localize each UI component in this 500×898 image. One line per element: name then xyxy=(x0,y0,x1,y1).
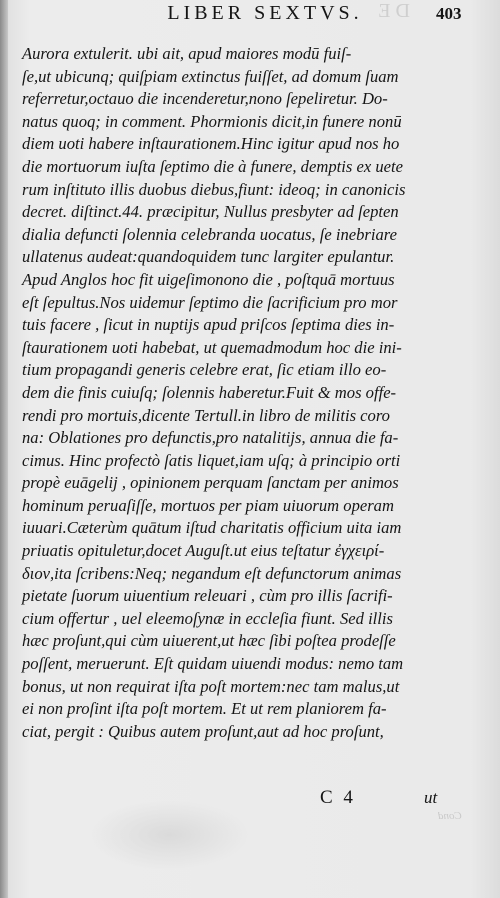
running-head: LIBER SEXTVS. xyxy=(167,2,363,24)
text-line: propè euāgelij , opinionem perquam ſanctam per animos xyxy=(22,473,399,493)
text-line: eſt ſepultus.Nos uidemur ſeptimo die ſacrificium pro mor xyxy=(22,292,398,312)
text-line: Aurora extulerit. ubi ait, apud maiores modū fuiſ- xyxy=(22,44,352,63)
text-line: dem die finis cuiuſq; ſolennis haberetur.Fuit & mos offe- xyxy=(22,382,397,402)
text-line: iuuari.Cæterùm quātum iſtud charitatis officium uita iam xyxy=(22,518,402,538)
text-line: cimus. Hinc profectò ſatis liquet,iam uſq; à principio orti xyxy=(22,450,401,470)
text-line: decret. diſtinct.44. præcipitur, Nullus presbyter ad ſepten xyxy=(22,202,399,222)
text-line: hæc proſunt,qui cùm uiuerent,ut hæc ſibi poſtea prodeſſe xyxy=(22,631,396,651)
text-line: ei non proſint iſta poſt mortem. Et ut rem planiorem fa- xyxy=(22,699,387,719)
text-line: tium propagandi generis celebre erat, ſic etiam illo eo- xyxy=(22,360,387,380)
body-text xyxy=(22,43,482,743)
text-line: tuis facere , ſicut in nuptijs apud priſcos ſeptima dies in- xyxy=(22,315,395,335)
text-line: referretur,octauo die incenderetur,nono ſepeliretur. Do- xyxy=(22,89,388,109)
text-line: ſtaurationem uoti habebat, ut quemadmodum hoc die ini- xyxy=(22,337,402,357)
text-line: diem uoti habere inſtaurationem.Hinc igitur apud nos ho xyxy=(22,134,400,154)
text-line: διον,ita ſcribens:Neq; negandum eſt defunctorum animas xyxy=(22,563,402,583)
text-line: na: Oblationes pro defunctis,pro natalitijs, annua die fa- xyxy=(22,428,399,448)
text-line: ciat, pergit : Quibus autem proſunt,aut ad hoc proſunt, xyxy=(22,721,384,741)
page-number: 403 xyxy=(436,4,462,23)
bleed-through-header: DE xyxy=(373,0,410,22)
text-line: priuatis opituletur,docet Auguſt.ut eius teſtatur ἐγχειρί- xyxy=(22,541,385,561)
binding-gutter xyxy=(0,0,8,898)
text-line: poſſent, meruerunt. Eſt quidam uiuendi modus: nemo tam xyxy=(22,654,404,674)
text-line: ullatenus audeat:quandoquidem tunc largiter epulantur. xyxy=(22,247,395,267)
signature-mark: C 4 xyxy=(320,787,356,808)
text-line: natus quoq; in comment. Phormionis dicit,in funere nonū xyxy=(22,111,402,131)
bleed-through-footer: Cond xyxy=(438,810,462,822)
text-line: rendi pro mortuis,dicente Tertull.in libro de militis coro xyxy=(22,405,390,425)
text-line: bonus, ut non requirat iſta poſt mortem:nec tam malus,ut xyxy=(22,676,400,696)
text-line: Apud Anglos hoc fit uigeſimonono die , poſtquā mortuus xyxy=(22,269,395,289)
text-line: rum inſtituto illis duobus diebus,fiunt: ideoq; in canonicis xyxy=(22,179,406,199)
text-line: ſe,ut ubicunq; quiſpiam extinctus fuiſſet, ad domum ſuam xyxy=(22,66,399,86)
text-line: dialia defuncti ſolennia celebranda uocatus, ſe inebriare xyxy=(22,224,397,244)
paper-stain xyxy=(90,800,250,870)
text-line: die mortuorum iuſta ſeptimo die à funere, demptis ex uete xyxy=(22,156,403,176)
text-line: hominum peruaſiſſe, mortuos per piam uiuorum operam xyxy=(22,495,394,515)
text-line: pietate ſuorum uiuentium releuari , cùm pro illis ſacrifi- xyxy=(22,586,393,606)
catchword: ut xyxy=(424,788,438,807)
text-line: cium offertur , uel eleemoſynæ in eccleſia fiunt. Sed illis xyxy=(22,608,393,628)
